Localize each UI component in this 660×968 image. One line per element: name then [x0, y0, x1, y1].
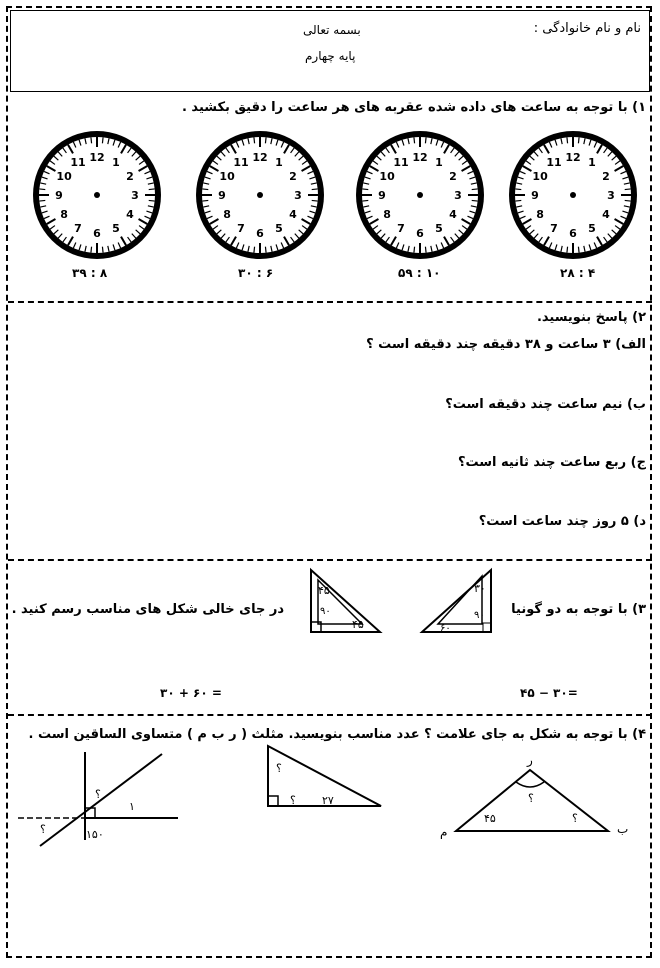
right-tri-question: ؟ [290, 794, 296, 807]
svg-text:10: 10 [219, 170, 235, 183]
triangle-45-45 [311, 570, 380, 632]
svg-text:5: 5 [588, 221, 596, 235]
separator-3 [8, 714, 652, 716]
svg-text:11: 11 [546, 156, 562, 170]
right-tri-angle-27: ۲۷ [322, 794, 334, 807]
svg-text:7: 7 [237, 221, 245, 235]
svg-text:5: 5 [275, 221, 283, 235]
tri2-top-angle: ۴۵ [318, 584, 330, 597]
clock-face-2 [356, 131, 484, 259]
svg-text:8: 8 [383, 208, 391, 221]
svg-text:6: 6 [256, 227, 264, 240]
tri2-bottom-angle: ۴۵ [352, 618, 364, 631]
svg-text:4: 4 [126, 208, 134, 221]
vertex-r: ر [527, 753, 533, 767]
svg-text:9: 9 [55, 189, 63, 202]
svg-text:7: 7 [397, 221, 405, 235]
base-angle-45: ۴۵ [484, 812, 496, 825]
svg-text:12: 12 [412, 151, 428, 164]
top-angle-question: ؟ [528, 792, 534, 805]
svg-text:11: 11 [393, 156, 409, 170]
time-label-1: ۴ : ۲۸ [560, 266, 596, 280]
svg-text:12: 12 [252, 151, 268, 164]
svg-text:5: 5 [435, 221, 443, 235]
svg-text:6: 6 [569, 227, 577, 240]
q2-title: ۲) پاسخ بنویسید. [536, 310, 646, 325]
q1-title: ۱) با توجه به ساعت های داده شده عقربه های هر ساعت را دقیق بکشید . [181, 100, 646, 115]
svg-text:4: 4 [602, 208, 610, 221]
q3-title: ۳) با توجه به دو گونیا [511, 602, 646, 617]
svg-text:12: 12 [565, 151, 581, 164]
q3-title-2: در جای خالی شکل های مناسب رسم کنید . [11, 602, 284, 617]
tri1-bottom-angle: ۶۰ [440, 623, 451, 634]
q2-part-a: الف) ۳ ساعت و ۳۸ دقیقه چند دقیقه است ؟ [366, 337, 646, 352]
tri1-top-angle: ۳۰ [474, 582, 486, 595]
set-squares [0, 560, 660, 650]
expr-add: ۳۰ + ۶۰ = [160, 686, 222, 700]
time-label-2: ۱۰ : ۵۹ [398, 266, 441, 280]
lines-top-question: ؟ [95, 788, 101, 801]
clock-face-1 [509, 131, 637, 259]
lines-angle-1: ۱ [129, 800, 135, 813]
vertex-m: م [440, 825, 448, 839]
time-label-3: ۶ : ۳۰ [238, 266, 274, 280]
svg-text:3: 3 [454, 189, 462, 202]
vertex-b: ب [617, 822, 629, 836]
svg-text:2: 2 [449, 170, 457, 183]
svg-text:11: 11 [70, 156, 86, 170]
svg-text:3: 3 [607, 189, 615, 202]
intersecting-lines [18, 752, 178, 846]
svg-text:9: 9 [531, 189, 539, 202]
q4-figures [0, 740, 660, 860]
q2-part-c: ج) ربع ساعت چند ثانیه است؟ [457, 455, 646, 470]
right-triangle [268, 746, 381, 807]
svg-text:1: 1 [435, 156, 443, 170]
svg-text:6: 6 [416, 227, 424, 240]
svg-text:2: 2 [602, 170, 610, 183]
svg-text:1: 1 [112, 156, 120, 170]
svg-text:2: 2 [289, 170, 297, 183]
svg-text:7: 7 [74, 221, 82, 235]
svg-text:2: 2 [126, 170, 134, 183]
tri1-right-angle: ۹۰ [474, 610, 485, 621]
svg-text:9: 9 [378, 189, 386, 202]
svg-text:10: 10 [532, 170, 548, 183]
triangle-30-60 [422, 570, 491, 634]
svg-text:3: 3 [131, 189, 139, 202]
header-box [10, 10, 650, 92]
isosceles-triangle [440, 753, 628, 839]
separator-1 [8, 301, 652, 303]
svg-text:8: 8 [223, 208, 231, 221]
grade-label: پایه چهارم [305, 49, 356, 63]
svg-text:10: 10 [379, 170, 395, 183]
svg-text:8: 8 [536, 208, 544, 221]
bismillah: بسمه تعالی [303, 23, 361, 37]
q4-title: ۴) با توجه به شکل به جای علامت ؟ عدد مناسب بنویسید. مثلث ( ر ب م ) متساوی الساقین است . [28, 727, 646, 742]
q2-part-d: د) ۵ روز چند ساعت است؟ [478, 514, 646, 529]
tri2-right-angle: ۹۰ [320, 606, 331, 617]
clock-face-4 [33, 131, 161, 259]
svg-text:4: 4 [449, 208, 457, 221]
base-angle-question: ؟ [572, 812, 578, 825]
right-tri-top-question: ؟ [276, 762, 282, 775]
svg-text:8: 8 [60, 208, 68, 221]
svg-text:3: 3 [294, 189, 302, 202]
time-label-4: ۸ : ۳۹ [72, 266, 108, 280]
svg-text:10: 10 [56, 170, 72, 183]
svg-text:12: 12 [89, 151, 105, 164]
svg-text:7: 7 [550, 221, 558, 235]
svg-text:6: 6 [93, 227, 101, 240]
svg-text:5: 5 [112, 221, 120, 235]
svg-text:9: 9 [218, 189, 226, 202]
svg-text:11: 11 [233, 156, 249, 170]
svg-text:1: 1 [275, 156, 283, 170]
lines-left-question: ؟ [40, 823, 46, 836]
lines-angle-150: ۱۵۰ [86, 828, 104, 841]
q2-part-b: ب) نیم ساعت چند دقیقه است؟ [445, 397, 646, 412]
svg-text:4: 4 [289, 208, 297, 221]
svg-text:1: 1 [588, 156, 596, 170]
clock-face-3 [196, 131, 324, 259]
name-label: نام و نام خانوادگی : [533, 21, 641, 36]
expr-subtract: ۴۵ − ۳۰= [520, 686, 578, 700]
